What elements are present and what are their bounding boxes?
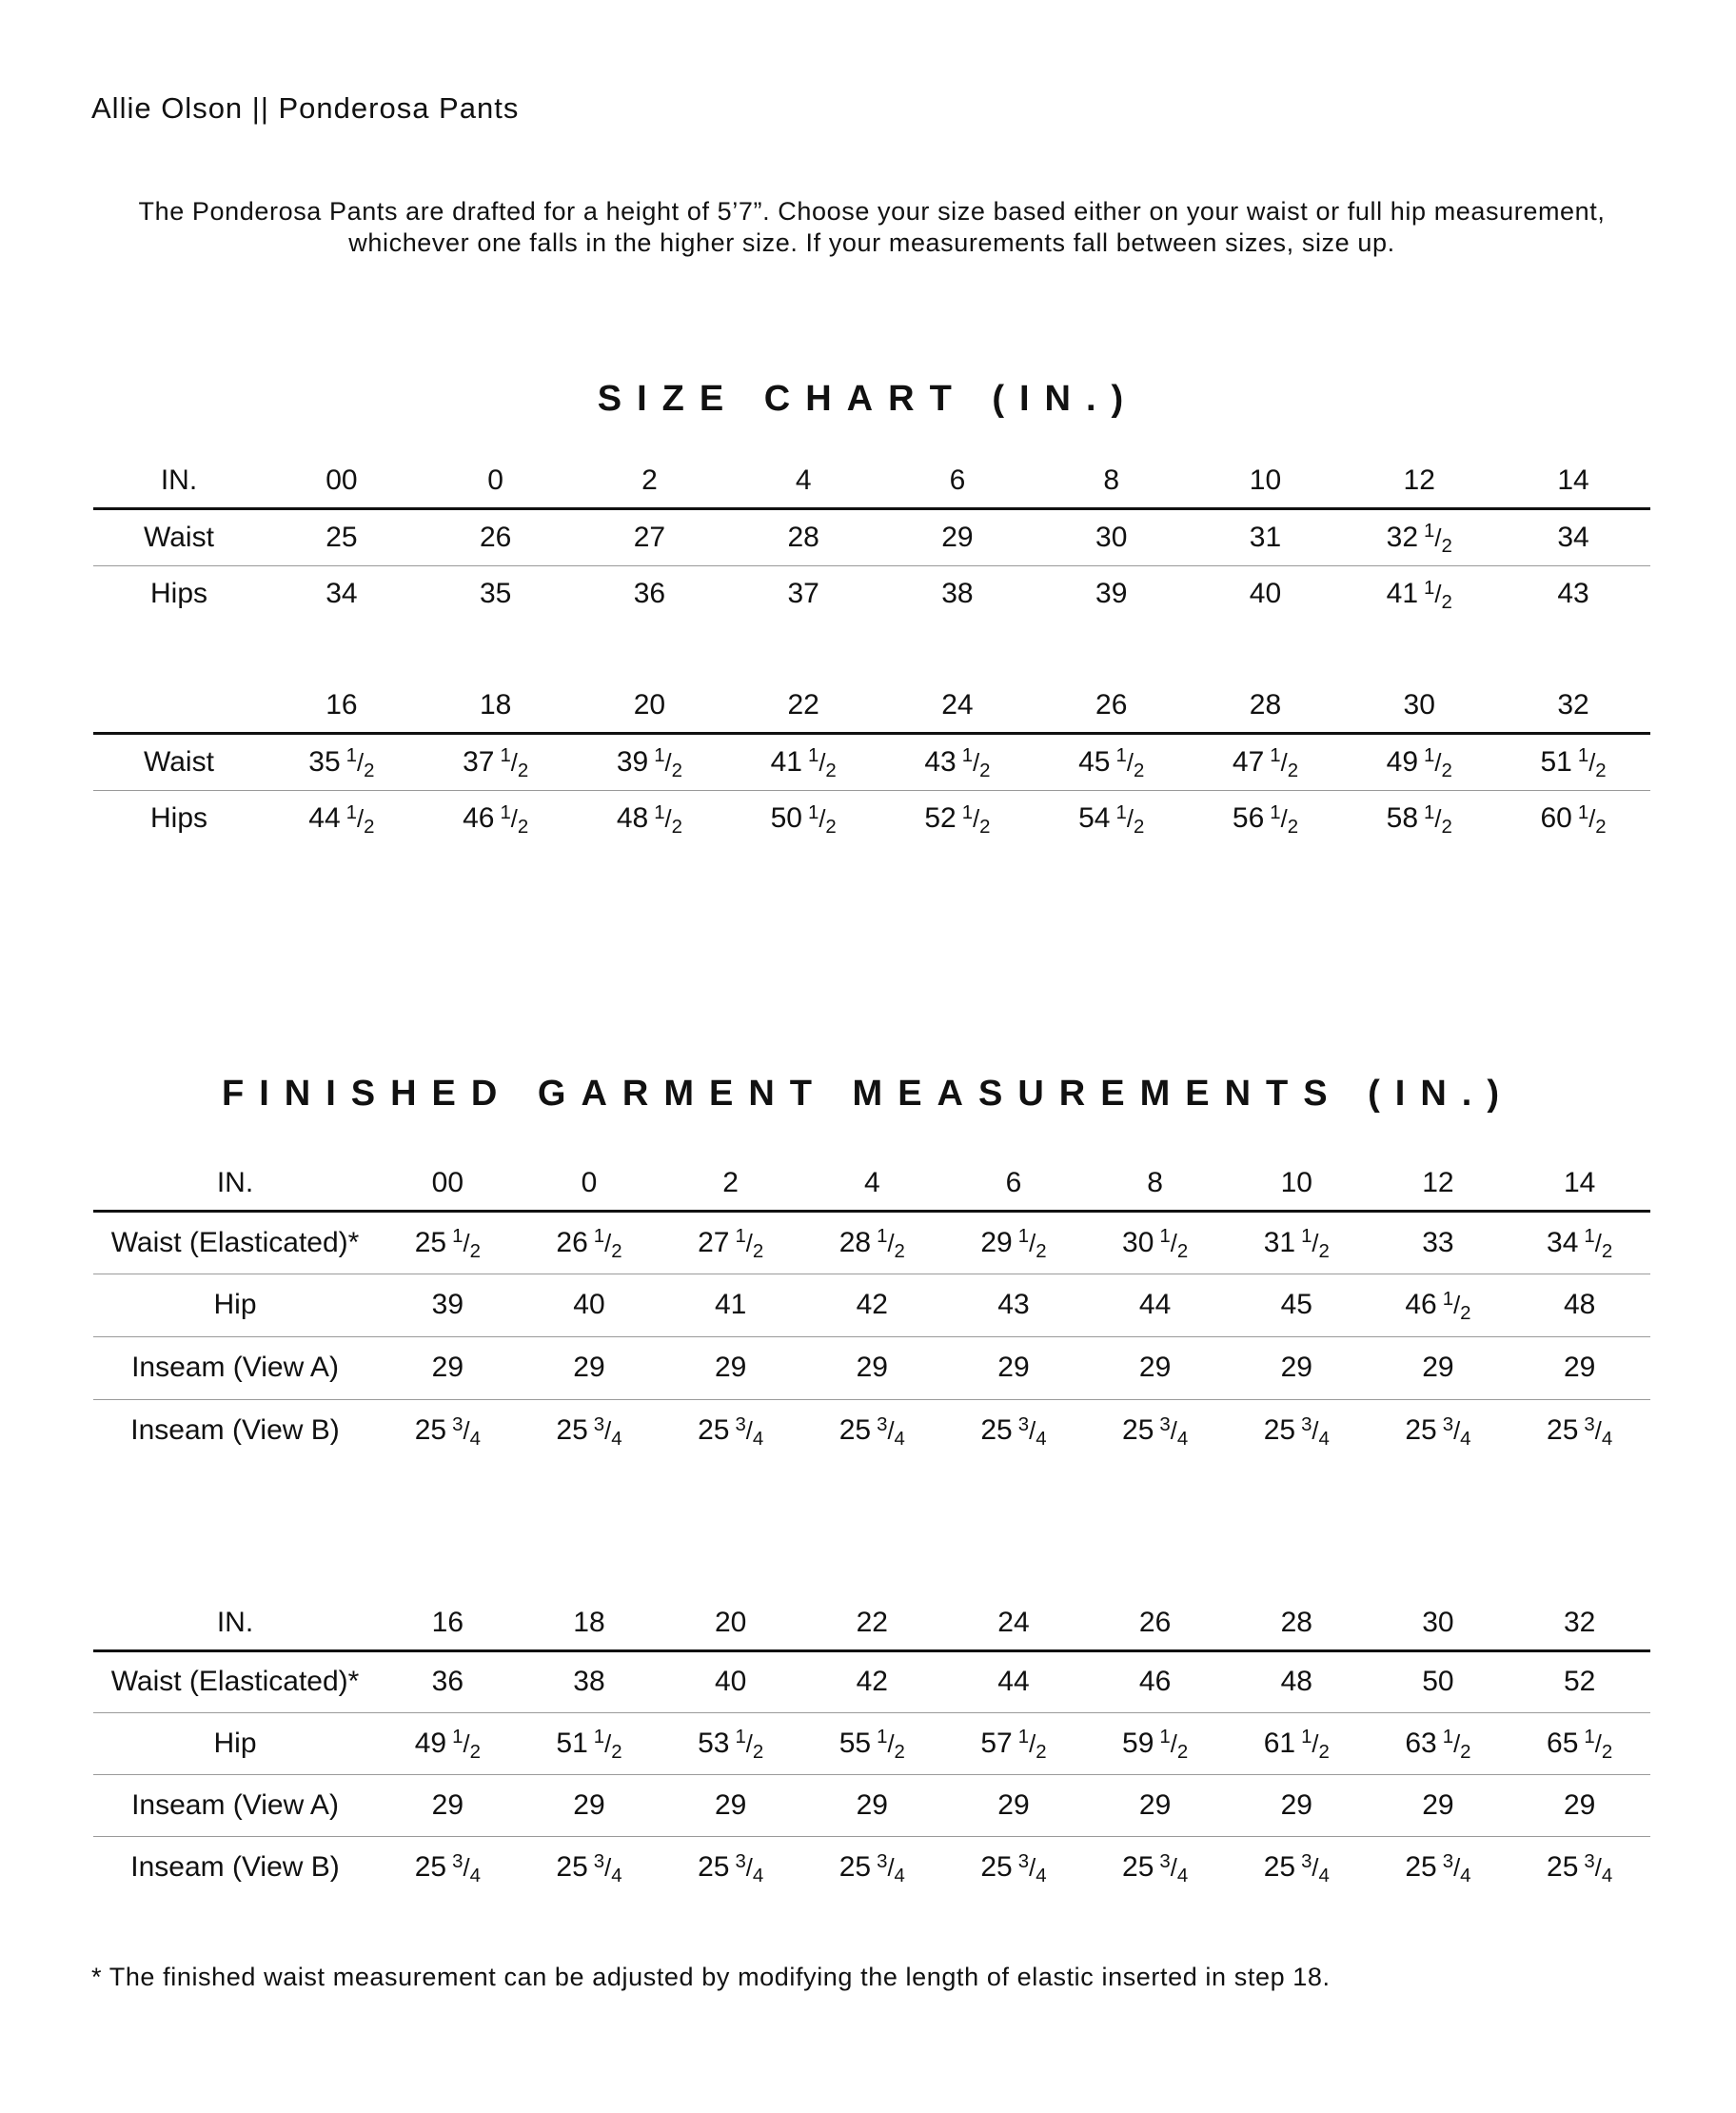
fraction: 1/2: [1159, 1226, 1189, 1262]
measurement-cell: 46 1/2: [1368, 1274, 1509, 1336]
measurement-cell: 33: [1368, 1211, 1509, 1274]
intro-paragraph: The Ponderosa Pants are drafted for a height of 5’7”. Choose your size based either on your waist or full hip measurement, whichever one falls in the higher size. If your measurements fall between sizes, size up.: [138, 197, 1606, 257]
measurement-cell: 50: [1368, 1650, 1509, 1712]
size-header-row: [93, 1597, 1650, 1650]
fraction: 1/2: [593, 1727, 622, 1763]
fraction: 3/4: [1442, 1850, 1471, 1886]
fraction: 3/4: [1017, 1850, 1047, 1886]
measurement-cell: 48 1/2: [616, 802, 682, 839]
measurement-cell: 29: [660, 1774, 801, 1836]
row-label: Hip: [93, 1274, 377, 1336]
fraction: 3/4: [735, 1414, 764, 1451]
measurement-row: [93, 733, 1650, 790]
measurement-cell: 39: [377, 1274, 519, 1336]
size-header-cell: 00: [377, 1157, 519, 1211]
size-header-cell: 8: [1084, 1157, 1226, 1211]
measurement-cell: 25 3/4: [414, 1414, 481, 1451]
measurement-cell: 34: [1496, 508, 1650, 565]
measurement-cell: 49 1/2: [1342, 733, 1496, 790]
fraction: 1/2: [961, 745, 991, 781]
size-header-cell: 30: [1342, 680, 1496, 733]
measurement-cell: 25 3/4: [1405, 1850, 1471, 1886]
measurement-cell: 25 3/4: [1547, 1414, 1613, 1451]
size-header-cell: 22: [726, 680, 880, 733]
fraction: 1/2: [345, 802, 375, 839]
measurement-cell: 65 1/2: [1509, 1712, 1650, 1774]
row-label: Waist (Elasticated)*: [93, 1650, 377, 1712]
size-header-cell: 8: [1035, 455, 1189, 508]
size-header-cell: 6: [943, 1157, 1085, 1211]
measurement-cell: 30 1/2: [1084, 1211, 1226, 1274]
size-header-cell: 24: [880, 680, 1035, 733]
measurement-cell: 37 1/2: [419, 733, 573, 790]
measurement-row: [93, 1712, 1650, 1774]
fraction: 3/4: [1159, 1414, 1189, 1451]
measurement-cell: 25 3/4: [698, 1414, 764, 1451]
size-header-cell: 2: [660, 1157, 801, 1211]
measurement-cell: 46 1/2: [463, 802, 529, 839]
measurement-cell: 29: [943, 1774, 1085, 1836]
size-header-cell: 30: [1368, 1597, 1509, 1650]
measurement-cell: 29: [801, 1774, 943, 1836]
size-header-cell: 26: [1084, 1597, 1226, 1650]
measurement-cell: 25 3/4: [414, 1850, 481, 1886]
corner-label: IN.: [93, 1157, 377, 1211]
measurement-cell: 35: [479, 578, 512, 610]
measurement-cell: 48: [1509, 1274, 1650, 1336]
fraction: 3/4: [1017, 1414, 1047, 1451]
measurement-cell: 47 1/2: [1189, 733, 1343, 790]
measurement-cell: 51 1/2: [1496, 733, 1650, 790]
measurement-cell: 26 1/2: [519, 1211, 661, 1274]
measurement-cell: 29: [943, 1336, 1085, 1399]
measurement-cell: 29: [1509, 1774, 1650, 1836]
measurement-cell: 40: [660, 1650, 801, 1712]
measurement-cell: 27: [573, 508, 727, 565]
measurement-row: [93, 1274, 1650, 1336]
fraction: 1/2: [735, 1727, 764, 1763]
fraction: 1/2: [877, 1226, 905, 1262]
measurement-cell: 25 3/4: [980, 1414, 1047, 1451]
fraction: 1/2: [735, 1226, 764, 1262]
fraction: 3/4: [1442, 1414, 1471, 1451]
size-header-cell: 26: [1035, 680, 1189, 733]
measurement-cell: 29: [801, 1336, 943, 1399]
fraction: 3/4: [452, 1850, 481, 1886]
size-header-cell: 12: [1368, 1157, 1509, 1211]
fraction: 1/2: [1017, 1727, 1047, 1763]
measurement-cell: 29: [880, 508, 1035, 565]
fraction: 1/2: [1270, 802, 1299, 839]
fraction: 1/2: [654, 802, 682, 839]
measurement-cell: 40: [1249, 578, 1282, 610]
size-header-cell: 16: [265, 680, 419, 733]
fraction: 3/4: [593, 1850, 622, 1886]
measurement-cell: 48: [1226, 1650, 1368, 1712]
measurement-row: [93, 1774, 1650, 1836]
measurement-cell: 32 1/2: [1342, 508, 1496, 565]
fraction: 1/2: [807, 802, 837, 839]
measurement-cell: 45: [1226, 1274, 1368, 1336]
measurement-cell: 25 3/4: [980, 1850, 1047, 1886]
measurement-cell: 25 3/4: [556, 1414, 622, 1451]
measurement-cell: 51 1/2: [519, 1712, 661, 1774]
measurement-cell: 29: [377, 1774, 519, 1836]
size-header-cell: 14: [1496, 455, 1650, 508]
measurement-cell: 31 1/2: [1226, 1211, 1368, 1274]
fraction: 1/2: [1577, 745, 1607, 781]
measurement-cell: 43: [1557, 578, 1589, 610]
measurement-cell: 25 3/4: [1263, 1850, 1330, 1886]
fraction: 1/2: [807, 745, 837, 781]
size-header-cell: 6: [880, 455, 1035, 508]
measurement-cell: 38: [941, 578, 974, 610]
measurement-cell: 46: [1084, 1650, 1226, 1712]
fraction: 3/4: [452, 1414, 481, 1451]
fraction: 3/4: [877, 1850, 905, 1886]
document-header: Allie Olson || Ponderosa Pants: [91, 91, 520, 125]
size-header-cell: 28: [1226, 1597, 1368, 1650]
finished-measurements-table-2: [93, 1597, 1650, 1898]
measurement-cell: 42: [801, 1650, 943, 1712]
measurement-row: [93, 1211, 1650, 1274]
measurement-cell: 25 3/4: [838, 1414, 905, 1451]
measurement-cell: 25 3/4: [1122, 1850, 1189, 1886]
row-label: Inseam (View B): [130, 1850, 340, 1883]
fraction: 1/2: [1159, 1727, 1189, 1763]
size-header-cell: 0: [419, 455, 573, 508]
measurement-cell: 30: [1035, 508, 1189, 565]
row-label: Inseam (View A): [93, 1774, 377, 1836]
measurement-cell: 25 3/4: [1405, 1414, 1471, 1451]
measurement-cell: 31: [1189, 508, 1343, 565]
measurement-cell: 41: [660, 1274, 801, 1336]
measurement-row: [93, 1836, 1650, 1898]
size-header-cell: 18: [519, 1597, 661, 1650]
measurement-cell: 60 1/2: [1540, 802, 1607, 839]
finished-measurements-table-1: [93, 1157, 1650, 1462]
fraction: 1/2: [1584, 1727, 1613, 1763]
size-header-cell: 22: [801, 1597, 943, 1650]
measurement-cell: 57 1/2: [943, 1712, 1085, 1774]
fraction: 1/2: [1577, 802, 1607, 839]
measurement-cell: 36: [633, 578, 666, 610]
measurement-cell: 25 3/4: [698, 1850, 764, 1886]
measurement-cell: 25 1/2: [377, 1211, 519, 1274]
measurement-cell: 44 1/2: [308, 802, 375, 839]
size-header-cell: 24: [943, 1597, 1085, 1650]
fraction: 1/2: [654, 745, 682, 781]
fraction: 1/2: [1270, 745, 1299, 781]
measurement-cell: 38: [519, 1650, 661, 1712]
measurement-cell: 27 1/2: [660, 1211, 801, 1274]
fraction: 1/2: [593, 1226, 622, 1262]
measurement-cell: 44: [943, 1650, 1085, 1712]
measurement-cell: 44: [1084, 1274, 1226, 1336]
fraction: 3/4: [593, 1414, 622, 1451]
measurement-cell: 25 3/4: [1122, 1414, 1189, 1451]
size-header-row: [93, 680, 1650, 733]
fraction: 1/2: [1424, 521, 1452, 557]
fraction: 1/2: [1017, 1226, 1047, 1262]
measurement-cell: 25 3/4: [1547, 1850, 1613, 1886]
fraction: 3/4: [1584, 1414, 1613, 1451]
fraction: 1/2: [877, 1727, 905, 1763]
fraction: 1/2: [1424, 578, 1452, 614]
measurement-cell: 25: [265, 508, 419, 565]
size-header-row: [93, 1157, 1650, 1211]
size-header-row: [93, 455, 1650, 508]
corner-label: IN.: [93, 455, 265, 508]
measurement-cell: 56 1/2: [1232, 802, 1299, 839]
measurement-cell: 29: [519, 1336, 661, 1399]
measurement-cell: 39 1/2: [573, 733, 727, 790]
fraction: 3/4: [1584, 1850, 1613, 1886]
measurement-cell: 52: [1509, 1650, 1650, 1712]
measurement-cell: 26: [419, 508, 573, 565]
measurement-cell: 54 1/2: [1078, 802, 1145, 839]
size-header-cell: 00: [265, 455, 419, 508]
measurement-row: [93, 508, 1650, 565]
measurement-cell: 28: [726, 508, 880, 565]
fraction: 1/2: [1442, 1727, 1471, 1763]
row-label: Hip: [93, 1712, 377, 1774]
size-header-cell: 16: [377, 1597, 519, 1650]
fraction: 1/2: [1301, 1727, 1330, 1763]
measurement-cell: 29: [377, 1336, 519, 1399]
size-header-cell: 10: [1226, 1157, 1368, 1211]
measurement-cell: 25 3/4: [838, 1850, 905, 1886]
fraction: 1/2: [1115, 802, 1145, 839]
measurement-cell: 43: [943, 1274, 1085, 1336]
measurement-row: [93, 1399, 1650, 1462]
fraction: 1/2: [1442, 1288, 1471, 1325]
measurement-cell: 37: [787, 578, 819, 610]
size-header-cell: 0: [519, 1157, 661, 1211]
size-header-cell: 14: [1509, 1157, 1650, 1211]
fraction: 3/4: [1301, 1850, 1330, 1886]
measurement-row: [93, 565, 1650, 622]
fraction: 1/2: [345, 745, 375, 781]
measurement-cell: 36: [377, 1650, 519, 1712]
measurement-cell: 29: [1084, 1336, 1226, 1399]
measurement-cell: 39: [1095, 578, 1128, 610]
size-chart-title: SIZE CHART (IN.): [597, 379, 1139, 419]
row-label: Hips: [149, 802, 207, 835]
row-label: Inseam (View A): [93, 1336, 377, 1399]
measurement-cell: 58 1/2: [1386, 802, 1452, 839]
size-chart-table-2: [93, 680, 1650, 847]
measurement-cell: 29: [1368, 1774, 1509, 1836]
size-header-cell: 4: [726, 455, 880, 508]
measurement-row: [93, 1336, 1650, 1399]
measurement-cell: 55 1/2: [801, 1712, 943, 1774]
fraction: 1/2: [500, 745, 529, 781]
fraction: 1/2: [500, 802, 529, 839]
fraction: 1/2: [1584, 1226, 1613, 1262]
fraction: 3/4: [1301, 1414, 1330, 1451]
fraction: 1/2: [452, 1727, 481, 1763]
measurement-cell: 59 1/2: [1084, 1712, 1226, 1774]
fraction: 1/2: [1115, 745, 1145, 781]
measurement-cell: 41 1/2: [726, 733, 880, 790]
size-chart-table-1: [93, 455, 1650, 622]
fraction: 1/2: [1424, 745, 1452, 781]
finished-measurements-title: FINISHED GARMENT MEASUREMENTS (IN.): [222, 1074, 1514, 1114]
measurement-cell: 40: [519, 1274, 661, 1336]
fraction: 1/2: [1301, 1226, 1330, 1262]
measurement-cell: 29: [660, 1336, 801, 1399]
measurement-cell: 29: [1368, 1336, 1509, 1399]
measurement-cell: 34 1/2: [1509, 1211, 1650, 1274]
fraction: 3/4: [877, 1414, 905, 1451]
measurement-cell: 50 1/2: [770, 802, 837, 839]
measurement-cell: 29: [1226, 1774, 1368, 1836]
corner-label: IN.: [93, 1597, 377, 1650]
fraction: 1/2: [961, 802, 991, 839]
size-header-cell: 4: [801, 1157, 943, 1211]
row-label: Waist (Elasticated)*: [93, 1211, 377, 1274]
measurement-cell: 43 1/2: [880, 733, 1035, 790]
fraction: 3/4: [1159, 1850, 1189, 1886]
size-header-cell: 20: [573, 680, 727, 733]
size-header-cell: 18: [419, 680, 573, 733]
measurement-cell: 25 3/4: [556, 1850, 622, 1886]
footnote: * The finished waist measurement can be adjusted by modifying the length of elastic inserted in step 18.: [91, 1963, 1331, 1991]
measurement-cell: 53 1/2: [660, 1712, 801, 1774]
measurement-cell: 35 1/2: [265, 733, 419, 790]
measurement-cell: 42: [801, 1274, 943, 1336]
size-header-cell: 10: [1189, 455, 1343, 508]
measurement-cell: 63 1/2: [1368, 1712, 1509, 1774]
measurement-row: [93, 790, 1650, 847]
size-header-cell: 2: [573, 455, 727, 508]
measurement-cell: 29: [519, 1774, 661, 1836]
corner-label: [93, 680, 265, 733]
measurement-cell: 29: [1084, 1774, 1226, 1836]
size-header-cell: 32: [1509, 1597, 1650, 1650]
measurement-cell: 25 3/4: [1263, 1414, 1330, 1451]
measurement-cell: 28 1/2: [801, 1211, 943, 1274]
size-header-cell: 28: [1189, 680, 1343, 733]
size-header-cell: 12: [1342, 455, 1496, 508]
row-label: Hips: [149, 578, 207, 610]
measurement-cell: 52 1/2: [924, 802, 991, 839]
measurement-row: [93, 1650, 1650, 1712]
fraction: 1/2: [452, 1226, 481, 1262]
measurement-cell: 34: [326, 578, 358, 610]
row-label: Inseam (View B): [130, 1414, 340, 1447]
measurement-cell: 29: [1509, 1336, 1650, 1399]
measurement-cell: 29: [1226, 1336, 1368, 1399]
measurement-cell: 41 1/2: [1386, 578, 1452, 614]
row-label: Waist: [93, 733, 265, 790]
measurement-cell: 29 1/2: [943, 1211, 1085, 1274]
size-header-cell: 20: [660, 1597, 801, 1650]
measurement-cell: 45 1/2: [1035, 733, 1189, 790]
fraction: 3/4: [735, 1850, 764, 1886]
size-header-cell: 32: [1496, 680, 1650, 733]
fraction: 1/2: [1424, 802, 1452, 839]
measurement-cell: 61 1/2: [1226, 1712, 1368, 1774]
row-label: Waist: [93, 508, 265, 565]
measurement-cell: 49 1/2: [377, 1712, 519, 1774]
